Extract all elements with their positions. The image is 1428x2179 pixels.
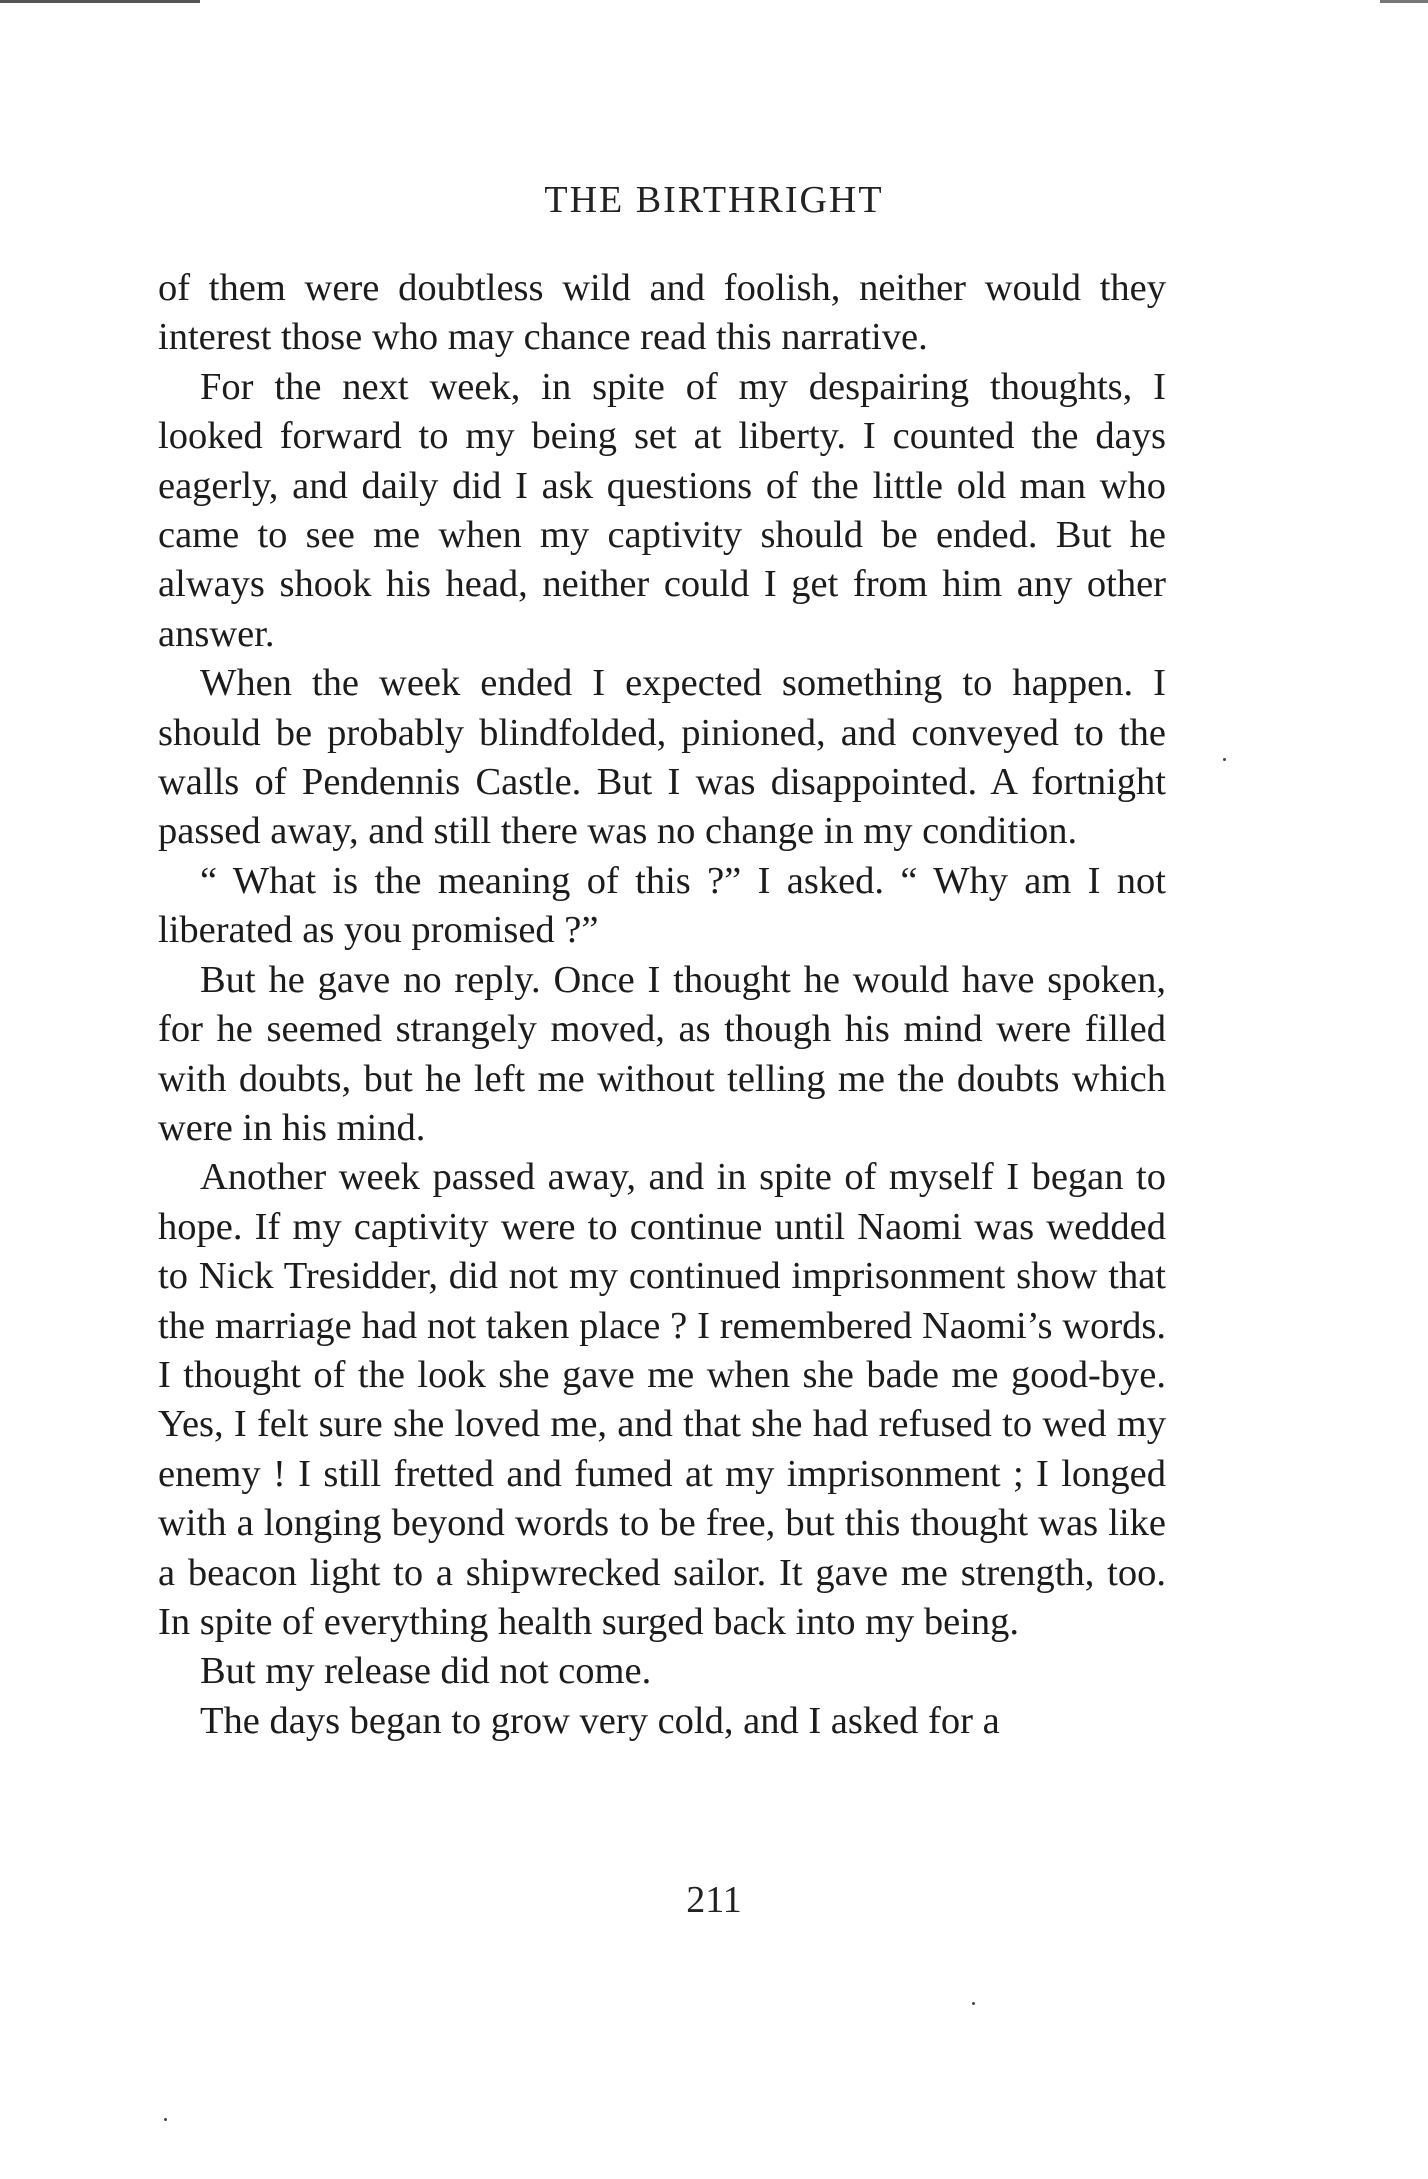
paragraph-6: Another week passed away, and in spite of myself I began to hope. If my captivity were to continue until Naomi was wedded to Nick Tresidder, did not my continued imprisonment show that the marriage had not taken place ? I remembered Naomi’s words. I thought of the look she gave me when she bade me good-bye. Yes, I felt sure she loved me, and that she had refused to wed my enemy ! I still fretted and fumed at my imprisonment ; I longed with a longing beyond words to be free, but this thought was like a beacon light to a shipwrecked sailor. It gave me strength, too. In spite of everything health surged back into my being. <box>158 1156 1166 1643</box>
scan-speck <box>1223 758 1226 761</box>
paragraph-7: But my release did not come. <box>200 1650 652 1693</box>
paragraph-2: For the next week, in spite of my despairing thoughts, I looked forward to my being set at liberty. I counted the days eagerly, and daily did I ask questions of the little old man who came to see me when my captivity should be ended. But he always shook his head, neither could I get from him any other answer. <box>158 365 1166 655</box>
paragraph-5: But he gave no reply. Once I thought he would have spoken, for he seemed strangely moved, as though his mind were filled with doubts, but he left me without telling me the doubts which were in his mind. <box>158 958 1166 1149</box>
paragraph-1: of them were doubtless wild and foolish, neither would they interest those who may chance read this narrative. <box>158 267 1166 359</box>
running-head: THE BIRTHRIGHT <box>544 179 884 221</box>
paragraph-3: When the week ended I expected something to happen. I should be probably blindfolded, pinioned, and conveyed to the walls of Pendennis Castle. But I was disappointed. A fortnight passed away, and still there was no change in my condition. <box>158 662 1166 853</box>
paragraph-4: “ What is the meaning of this ?” I asked. “ Why am I not liberated as you promised ?” <box>158 859 1166 952</box>
scan-speck <box>164 2118 167 2121</box>
scan-speck <box>972 2002 975 2005</box>
body-text <box>158 264 1166 1746</box>
paragraph-8: The days began to grow very cold, and I asked for a <box>200 1699 1000 1742</box>
scan-edge-rule <box>0 0 1428 3</box>
page-number: 211 <box>686 1879 742 1921</box>
